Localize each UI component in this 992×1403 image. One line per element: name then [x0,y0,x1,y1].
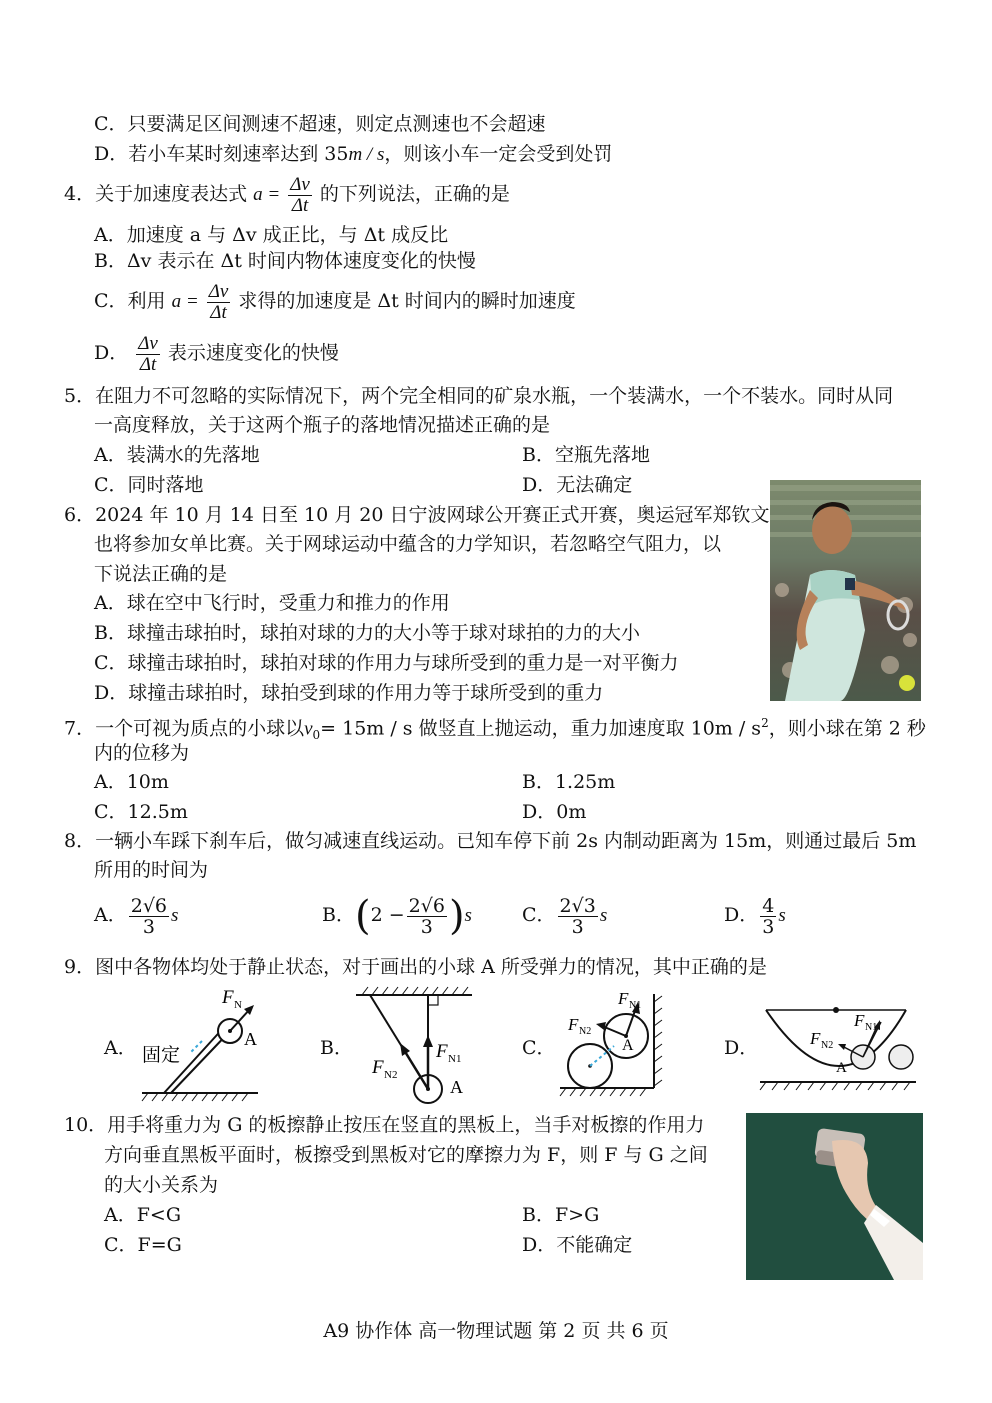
q9-d-fn1-label: F [854,1011,865,1030]
q4-option-d-post: 表示速度变化的快慢 [167,342,339,364]
q3-option-c: C．只要满足区间测速不超速，则定点测速也不会超速 [94,113,546,135]
page-footer: A9 协作体 高一物理试题 第 2 页 共 6 页 [323,1320,669,1342]
q9-d-fn2-sub: N2 [821,1040,834,1051]
q6-option-c: C．球撞击球拍时，球拍对球的作用力与球所受到的重力是一对平衡力 [94,652,679,674]
q7-stem-c: ，则小球在第 2 秒 [768,717,926,740]
q10-stem-line2: 方向垂直黑板平面时，板擦受到黑板对它的摩擦力为 F，则 F 与 G 之间 [104,1144,708,1166]
q7-option-b: B．1.25m [522,771,616,793]
q8-option-a-fraction: $\frac{2√6}{3}$ [130,894,168,938]
q9-option-a-label: A． [104,1037,137,1059]
q6-stem-line2: 也将参加女单比赛。关于网球运动中蕴含的力学知识，若忽略空气阻力，以 [94,533,722,555]
q4-option-c [94,278,576,325]
q9-option-c-label: C． [522,1037,556,1059]
q8-option-a [94,890,178,941]
q7-option-d: D．0m [522,801,587,823]
q9-b-fn2-label: F [372,1057,384,1078]
q3-option-d-post: ，则该小车一定会受到处罚 [384,143,613,165]
q4-option-c-pre: C．利用 [94,290,166,312]
q8-option-a-label: A． [94,904,127,926]
q10-option-d: D．不能确定 [522,1234,633,1256]
q6-stem-line3: 下说法正确的是 [94,563,228,585]
q4-option-d-pre: D． [94,342,129,364]
q7-sup: 2 [761,716,769,730]
q9-c-ball-label: A [622,1037,634,1054]
q3-option-d [94,142,612,167]
q9-d-fn2-label: F [810,1029,821,1048]
q8-option-d-unit: s [778,905,786,926]
q7-option-a: A．10m [94,771,169,793]
q4-option-b: B．Δv 表示在 Δt 时间内物体速度变化的快慢 [94,250,476,272]
q10-option-c: C．F=G [104,1234,182,1256]
q8-option-d-label: D． [724,904,759,926]
q9-stem: 9．图中各物体均处于静止状态，对于画出的小球 A 所受弹力的情况，其中正确的是 [64,956,767,978]
q8-option-b-unit: s [464,905,472,926]
q8-option-b-rparen: ) [448,893,465,939]
q8-option-c-fraction: $\frac{2√3}{3}$ [559,894,596,938]
q9-b-ball-label: A [450,1077,463,1097]
q8-option-b-lparen: ( [354,893,371,939]
q9-figure-d [756,1002,922,1092]
q5-option-a: A．装满水的先落地 [94,444,260,466]
q9-c-fn2-label: F [568,1015,579,1034]
q9-figure-a [138,985,278,1103]
q9-b-fn1-sub: N1 [448,1053,462,1065]
q8-option-b-label: B． [322,904,355,926]
q9-option-d-label: D． [724,1037,759,1059]
q9-d-fn1-sub: N1 [865,1022,878,1033]
tennis-player-photo [770,480,921,701]
q7-v0: v [304,718,313,740]
q10-stem-line3: 的大小关系为 [104,1174,219,1196]
q8-option-a-unit: s [171,905,179,926]
q7-stem-line2: 内的位移为 [94,742,190,764]
q6-option-d: D．球撞击球拍时，球拍受到球的作用力等于球所受到的重力 [94,682,604,704]
q9-figure-b [352,983,478,1107]
q8-option-c-unit: s [599,905,608,926]
q9-a-ball-label: A [244,1029,257,1049]
q9-c-fn1-label: F [618,989,629,1008]
q8-option-b-fraction: $\frac{2√6}{3}$ [408,894,445,938]
q8-option-d-fraction: $\frac{4}{3}$ [762,894,775,938]
blackboard-eraser-photo [746,1113,923,1280]
q10-stem-line1: 10．用手将重力为 G 的板擦静止按压在竖直的黑板上，当手对板擦的作用力 [64,1114,705,1136]
q9-c-fn2-sub: N2 [579,1026,592,1037]
q4-option-a: A．加速度 a 与 Δv 成正比，与 Δt 成反比 [94,224,449,246]
q9-a-force-label: F [222,987,234,1008]
q9-a-force-sub: N [234,999,242,1011]
q5-stem-line2: 一高度释放，关于这两个瓶子的落地情况描述正确的是 [94,414,551,436]
q4-stem-post: 的下列说法，正确的是 [319,183,510,205]
q9-option-b-label: B． [320,1037,353,1059]
q9-b-fn1-label: F [436,1041,448,1062]
q10-option-a: A．F<G [104,1204,182,1226]
q4-fraction: $\frac{\Delta v}{\Delta t}$ [290,173,310,216]
q8-option-c [522,890,607,941]
q4-option-d [94,330,339,376]
q8-option-b [322,890,472,941]
q8-option-d [724,890,786,941]
q5-stem-line1: 5．在阻力不可忽略的实际情况下，两个完全相同的矿泉水瓶，一个装满水，一个不装水。同时从同 [64,385,894,407]
q4-formula-lhs: a = [253,184,281,205]
q5-option-c: C．同时落地 [94,474,204,496]
q7-stem-line1 [64,711,926,747]
q9-d-ball-label: A [836,1060,847,1076]
q3-option-d-text: D．若小车某时刻速率达到 35 [94,143,349,165]
q8-stem-line1: 8．一辆小车踩下刹车后，做匀减速直线运动。已知车停下前 2s 内制动距离为 15m，则通过最后 5m [64,830,917,852]
q8-option-c-label: C． [522,904,556,926]
q7-stem-a: 7．一个可视为质点的小球以 [64,717,305,740]
q7-stem-b: = 15m / s 做竖直上抛运动，重力加速度取 10m / s [320,717,762,740]
q6-stem-line1: 6．2024 年 10 月 14 日至 10 月 20 日宁波网球公开赛正式开赛，奥运冠军郑钦文 [64,504,770,526]
q9-a-fixed-label: 固定 [142,1045,181,1066]
q3-option-d-unit: m / s [348,144,385,165]
q4-option-c-fraction: $\frac{\Delta v}{\Delta t}$ [208,280,229,323]
q4-stem [64,170,510,219]
q4-stem-pre: 4．关于加速度表达式 [64,183,248,205]
q4-option-c-post: 求得的加速度是 Δt 时间内的瞬时加速度 [238,290,576,312]
q7-v0-sub: 0 [312,728,321,743]
q8-option-b-pre: 2 − [370,904,405,926]
q6-option-a: A．球在空中飞行时，受重力和推力的作用 [94,592,450,614]
q9-c-fn1-sub: N1 [629,1000,642,1011]
q4-option-d-fraction: $\frac{\Delta v}{\Delta t}$ [138,332,158,375]
q6-option-b: B．球撞击球拍时，球拍对球的力的大小等于球对球拍的力的大小 [94,622,640,644]
q8-stem-line2: 所用的时间为 [94,859,209,881]
q10-option-b: B．F>G [522,1204,600,1226]
q4-option-c-lhs: a = [171,291,199,312]
q5-option-d: D．无法确定 [522,474,633,496]
q9-figure-c [556,988,666,1098]
q5-option-b: B．空瓶先落地 [522,444,650,466]
q7-option-c: C．12.5m [94,801,188,823]
q9-b-fn2-sub: N2 [384,1069,398,1081]
